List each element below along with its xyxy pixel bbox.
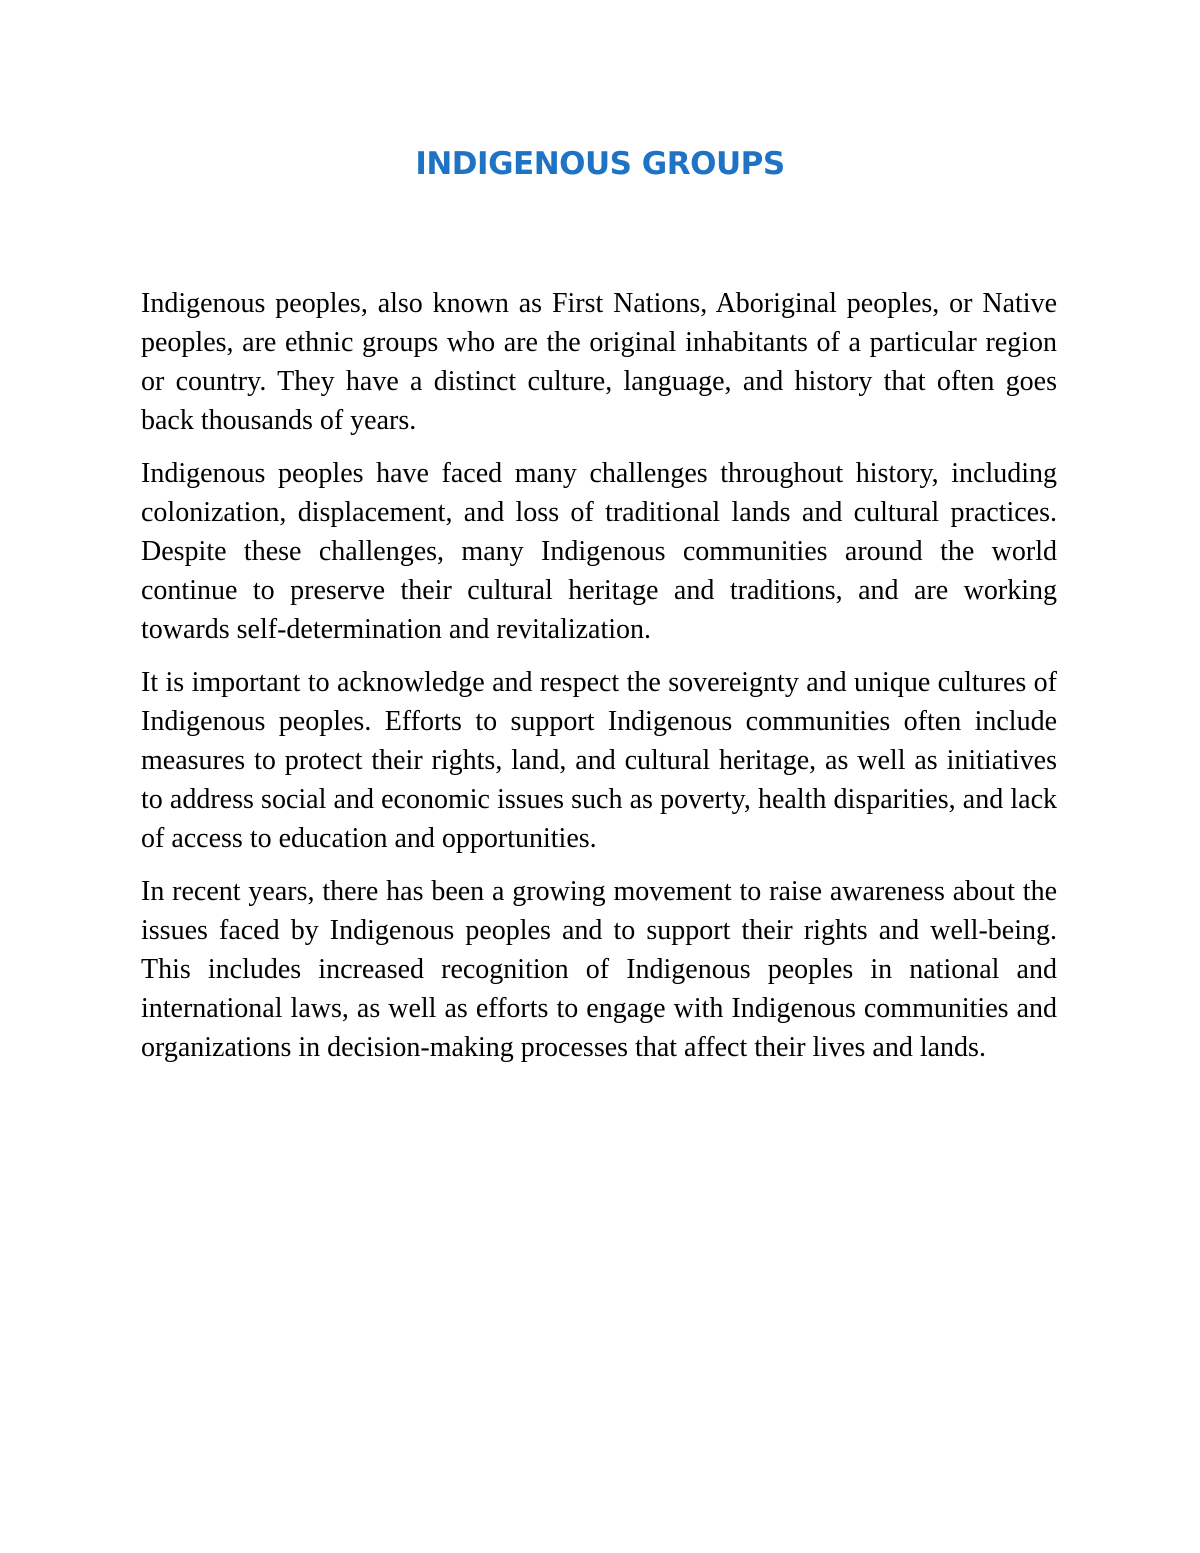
document-body: [141, 284, 1057, 1081]
document-title: INDIGENOUS GROUPS: [415, 146, 785, 182]
paragraph-4: In recent years, there has been a growing movement to raise awareness about the issues faced by Indigenous peoples and to support their rights and well-being. This includes increased recognition of Indigenous peoples in national and international laws, as well as efforts to engage with Indigenous communities and organizations in decision-making processes that affect their lives and lands.: [141, 876, 1057, 1063]
paragraph-2: Indigenous peoples have faced many challenges throughout history, including colonization, displacement, and loss of traditional lands and cultural practices. Despite these challenges, many Indigenous communities around the world continue to preserve their cultural heritage and traditions, and are working towards self-determination and revitalization.: [141, 458, 1057, 645]
paragraph-3: It is important to acknowledge and respect the sovereignty and unique cultures of Indigenous peoples. Efforts to support Indigenous communities often include measures to protect their rights, land, and cultural heritage, as well as initiatives to address social and economic issues such as poverty, health disparities, and lack of access to education and opportunities.: [141, 667, 1057, 854]
paragraph-1: Indigenous peoples, also known as First Nations, Aboriginal peoples, or Native peoples, are ethnic groups who are the original inhabitants of a particular region or country. They have a distinct culture, language, and history that often goes back thousands of years.: [141, 288, 1057, 436]
